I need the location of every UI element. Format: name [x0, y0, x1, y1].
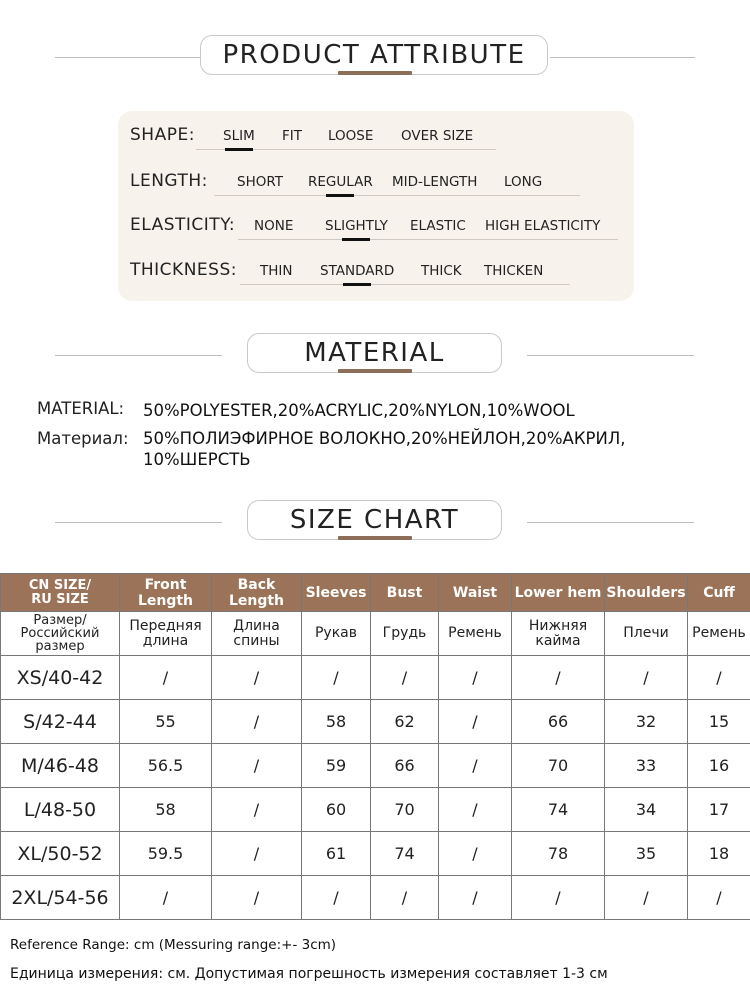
size-value-cell: 33 [605, 744, 688, 788]
size-value-cell: / [212, 656, 302, 700]
size-label-cell: M/46-48 [1, 744, 120, 788]
divider-line [527, 522, 694, 523]
material-header [0, 333, 750, 385]
attribute-label: ELASTICITY: [130, 215, 236, 235]
size-table-header-cell: Front Length [120, 574, 212, 612]
size-value-cell: 59 [302, 744, 371, 788]
attribute-option: MID-LENGTH [392, 174, 478, 190]
size-chart-table [0, 573, 750, 920]
table-row [1, 876, 750, 920]
size-value-cell: / [212, 876, 302, 920]
material-label-ru: Материал: [37, 429, 129, 448]
size-value-cell: 15 [688, 700, 750, 744]
size-value-cell: / [439, 832, 512, 876]
size-value-cell: / [212, 788, 302, 832]
measurement-note-ru: Единица измерения: см. Допустимая погрешность измерения составляет 1-3 см [10, 966, 608, 982]
size-table-ru-header-cell: Грудь [371, 612, 439, 656]
size-table-ru-header-row [1, 612, 750, 656]
table-row [1, 788, 750, 832]
size-value-cell: 59.5 [120, 832, 212, 876]
size-value-cell: 61 [302, 832, 371, 876]
size-table-header-cell: Shoulders [605, 574, 688, 612]
size-value-cell: 16 [688, 744, 750, 788]
size-table-ru-header-cell: Ремень [439, 612, 512, 656]
size-value-cell: 70 [512, 744, 605, 788]
size-table-ru-header-cell: Плечи [605, 612, 688, 656]
attribute-label: SHAPE: [130, 125, 195, 145]
title-accent-bar [338, 71, 412, 75]
attribute-option: SHORT [237, 174, 283, 190]
attribute-option: THICK [421, 263, 462, 279]
size-table-ru-header-cell: Размер/ Российский размер [1, 612, 120, 656]
size-value-cell: 74 [512, 788, 605, 832]
size-value-cell: 66 [512, 700, 605, 744]
attribute-option: NONE [254, 218, 294, 234]
attribute-row [118, 171, 634, 197]
size-value-cell: 78 [512, 832, 605, 876]
size-table-ru-header-cell: Длина спины [212, 612, 302, 656]
attribute-panel [118, 111, 634, 301]
size-value-cell: / [439, 744, 512, 788]
divider-line [55, 355, 222, 356]
attribute-option: THIN [260, 263, 293, 279]
size-value-cell: / [439, 656, 512, 700]
material-value-en: 50%POLYESTER,20%ACRYLIC,20%NYLON,10%WOOL [143, 401, 575, 420]
attribute-option-selected: SLIGHTLY [325, 218, 388, 234]
size-value-cell: / [439, 876, 512, 920]
size-table-header-cell: Waist [439, 574, 512, 612]
size-table-ru-header-cell: Ремень [688, 612, 750, 656]
attribute-option: OVER SIZE [401, 128, 474, 144]
attribute-option-selected: STANDARD [320, 263, 395, 279]
size-value-cell: 35 [605, 832, 688, 876]
size-table-header-cell: Back Length [212, 574, 302, 612]
size-value-cell: / [120, 656, 212, 700]
divider-line [55, 522, 222, 523]
attribute-baseline [214, 195, 580, 196]
attribute-option: FIT [282, 128, 302, 144]
size-value-cell: / [302, 876, 371, 920]
size-value-cell: / [120, 876, 212, 920]
attribute-option: LONG [504, 174, 543, 190]
table-row [1, 832, 750, 876]
size-table-ru-header-cell: Передняя длина [120, 612, 212, 656]
size-value-cell: / [512, 656, 605, 700]
material-label-en: MATERIAL: [37, 399, 125, 418]
size-value-cell: 58 [302, 700, 371, 744]
attribute-option: HIGH ELASTICITY [485, 218, 601, 234]
size-value-cell: 18 [688, 832, 750, 876]
size-table-header-cell: Lower hem [512, 574, 605, 612]
size-table-header-cell: Sleeves [302, 574, 371, 612]
section-title-product-attribute: PRODUCT ATTRIBUTE [200, 35, 548, 75]
size-chart-header [0, 500, 750, 552]
size-value-cell: / [302, 656, 371, 700]
size-table-ru-header-cell: Нижняя кайма [512, 612, 605, 656]
size-table-ru-header-cell: Рукав [302, 612, 371, 656]
size-value-cell: 17 [688, 788, 750, 832]
size-value-cell: / [439, 700, 512, 744]
size-value-cell: / [688, 656, 750, 700]
attribute-row [118, 260, 634, 286]
size-value-cell: 56.5 [120, 744, 212, 788]
reference-range-note: Reference Range: cm (Messuring range:+- 3cm) [10, 937, 337, 953]
size-value-cell: 70 [371, 788, 439, 832]
attribute-row [118, 215, 634, 241]
size-table-header-cell: Bust [371, 574, 439, 612]
size-value-cell: 66 [371, 744, 439, 788]
table-row [1, 744, 750, 788]
divider-line [550, 57, 695, 58]
attribute-option-selected: REGULAR [308, 174, 373, 190]
attribute-option: ELASTIC [410, 218, 466, 234]
size-label-cell: S/42-44 [1, 700, 120, 744]
attribute-option: THICKEN [484, 263, 544, 279]
section-title-size-chart: SIZE CHART [247, 500, 502, 540]
attribute-baseline [240, 284, 570, 285]
size-table-header-cell: CN SIZE/ RU SIZE [1, 574, 120, 612]
size-value-cell: / [688, 876, 750, 920]
table-row [1, 700, 750, 744]
title-accent-bar [338, 369, 412, 373]
size-label-cell: XS/40-42 [1, 656, 120, 700]
title-accent-bar [338, 536, 412, 540]
size-value-cell: / [605, 656, 688, 700]
size-value-cell: / [212, 832, 302, 876]
material-value-ru-line1: 50%ПОЛИЭФИРНОЕ ВОЛОКНО,20%НЕЙЛОН,20%АКРИЛ, [143, 429, 626, 448]
size-label-cell: L/48-50 [1, 788, 120, 832]
attribute-option: LOOSE [328, 128, 374, 144]
size-table-header-cell: Cuff [688, 574, 750, 612]
size-value-cell: / [371, 876, 439, 920]
product-attribute-header [0, 35, 750, 87]
size-value-cell: 34 [605, 788, 688, 832]
section-title-material: MATERIAL [247, 333, 502, 373]
divider-line [527, 355, 694, 356]
size-value-cell: / [439, 788, 512, 832]
attribute-label: LENGTH: [130, 171, 208, 191]
size-label-cell: XL/50-52 [1, 832, 120, 876]
size-value-cell: / [212, 700, 302, 744]
material-value-ru-line2: 10%ШЕРСТЬ [143, 450, 251, 469]
attribute-label: THICKNESS: [130, 260, 237, 280]
size-value-cell: 32 [605, 700, 688, 744]
size-value-cell: / [212, 744, 302, 788]
attribute-option-selected: SLIM [223, 128, 255, 144]
size-value-cell: 60 [302, 788, 371, 832]
size-value-cell: 55 [120, 700, 212, 744]
size-value-cell: 74 [371, 832, 439, 876]
size-value-cell: / [512, 876, 605, 920]
size-value-cell: / [605, 876, 688, 920]
table-row [1, 656, 750, 700]
size-label-cell: 2XL/54-56 [1, 876, 120, 920]
divider-line [55, 57, 200, 58]
size-value-cell: 62 [371, 700, 439, 744]
size-value-cell: 58 [120, 788, 212, 832]
attribute-baseline [238, 239, 618, 240]
size-value-cell: / [371, 656, 439, 700]
attribute-row [118, 125, 634, 151]
